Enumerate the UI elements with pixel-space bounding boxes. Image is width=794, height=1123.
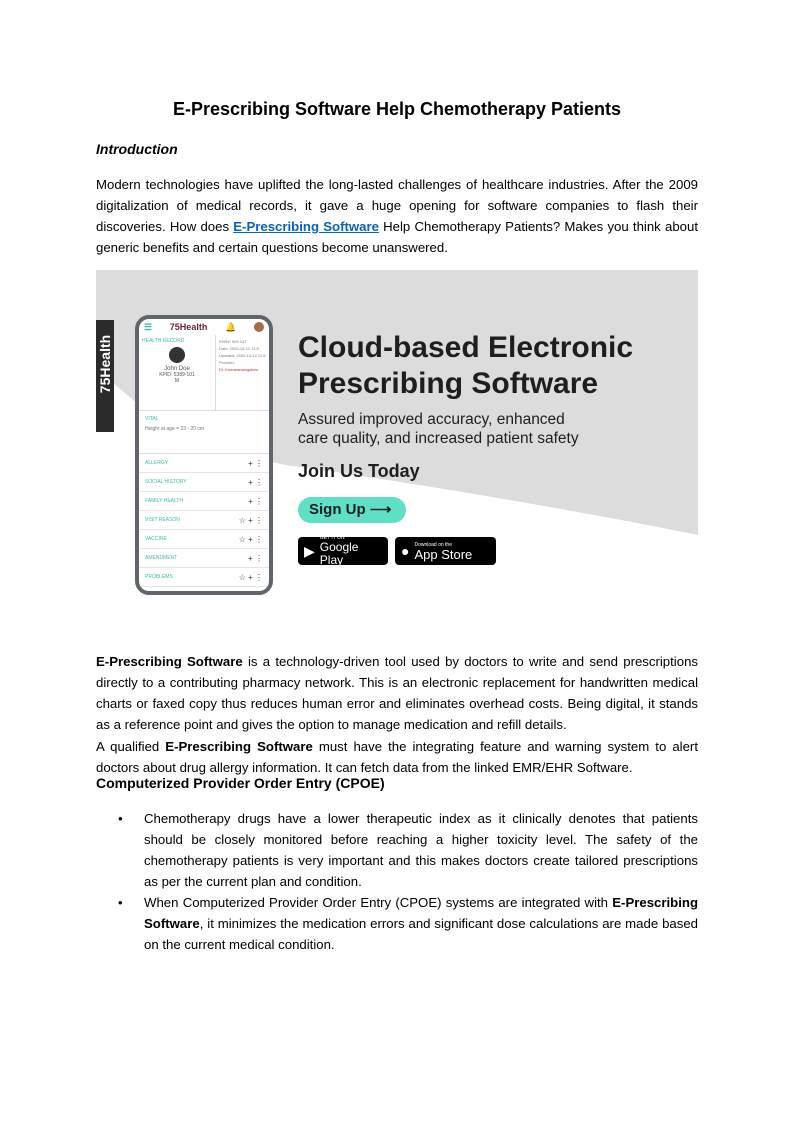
value: 509 147: [231, 339, 247, 344]
value: 2020-10-12 11:5: [229, 346, 259, 351]
patient-gender: M: [174, 378, 180, 384]
text: is a technology-driven tool used by doctors to write and send prescriptions directly to a contributing pharmacy network. This is an electronic replacement for handwritten medical charts or faxed copy thus reduces human error and eliminates overhead costs. Being digital, it stands as a reference point and gives the option to manage medication and refill details.: [96, 654, 698, 732]
value: 2020-10-12 11:5: [236, 353, 266, 358]
plus-icon: + ⋮: [248, 553, 263, 563]
intro-paragraph: [96, 174, 698, 258]
star-plus-icon: ☆ + ⋮: [238, 572, 263, 582]
brand-text: 75Health: [97, 334, 113, 394]
apple-icon: ●: [401, 543, 410, 559]
text: must have the integrating feature and warning system to alert doctors about drug allergy information. It can fetch data from the linked EMR/EHR Software.: [96, 739, 698, 775]
paragraph-qualified: [96, 736, 698, 778]
row-label: ALLERGY: [145, 460, 169, 466]
store-small: GET IT ON: [319, 535, 345, 541]
list-item: • Chemotherapy drugs have a lower therapeutic index as it clinically denotes that patients should be closely monitored before reaching a higher toxicity level. The safety of the chemotherapy patients is very important and this makes doctors create tailored prescriptions as per the current plan and condition.: [96, 808, 698, 892]
phone-row: [139, 549, 269, 568]
star-plus-icon: ☆ + ⋮: [238, 515, 263, 525]
e-prescribing-link[interactable]: E-Prescribing Software: [233, 219, 379, 234]
play-icon: ▶: [304, 542, 315, 559]
label: EHR#:: [219, 339, 231, 344]
banner-subtitle: [298, 410, 579, 448]
patient-photo: [169, 347, 185, 363]
subtitle-line: care quality, and increased patient safety: [298, 430, 579, 447]
cpoe-heading: Computerized Provider Order Entry (CPOE): [96, 775, 385, 791]
phone-row: [139, 568, 269, 587]
banner-headline: [298, 330, 633, 402]
value: Dr. Kumaramangalam: [219, 367, 258, 372]
label: Updated:: [219, 353, 236, 358]
label: Date:: [219, 346, 229, 351]
subtitle-line: Assured improved accuracy, enhanced: [298, 411, 565, 428]
row-label: FAMILY HEALTH: [145, 498, 184, 504]
join-text: Join Us Today: [298, 461, 420, 481]
paragraph-definition: [96, 651, 698, 735]
store-small: Download on the: [414, 541, 452, 548]
brand-logo-vertical: [96, 320, 114, 432]
cpoe-list: [96, 808, 698, 955]
intro-heading: Introduction: [96, 141, 178, 157]
row-label: VACCINE: [145, 536, 167, 542]
phone-row: [139, 511, 269, 530]
phone-mockup: [135, 315, 273, 595]
row-label: AMENDMENT: [145, 555, 178, 561]
list-item: [96, 892, 698, 955]
phone-row: [139, 530, 269, 549]
phone-row: [139, 473, 269, 492]
patient-id: KPID: 5389-101: [159, 372, 195, 378]
label: Provider:: [219, 360, 236, 365]
promo-banner: [96, 270, 698, 640]
google-play-button[interactable]: [298, 537, 388, 565]
headline-line: Prescribing Software: [298, 367, 599, 400]
phone-row: [139, 492, 269, 511]
text: Help Chemotherapy Patients? Makes you think about generic benefits and certain questions become unanswered.: [96, 219, 698, 255]
vital-label: VITAL: [145, 416, 159, 422]
phone-row: [139, 454, 269, 473]
text: , it minimizes the medication errors and significant dose calculations are made based on the current medical condition.: [144, 916, 698, 952]
vital-value: Height at age = 23 - 20 cm: [145, 426, 205, 432]
patient-name: John Doe: [164, 366, 190, 372]
text: When Computerized Provider Order Entry (CPOE) systems are integrated with: [144, 895, 613, 910]
bold-term: E-Prescribing Software: [96, 654, 243, 669]
app-brand: 75Health: [169, 322, 208, 332]
star-plus-icon: ☆ + ⋮: [238, 534, 263, 544]
row-label: SOCIAL HISTORY: [145, 479, 187, 485]
plus-icon: + ⋮: [248, 458, 263, 468]
bold-term: E-Prescribing Software: [165, 739, 313, 754]
row-label: PROBLEMS: [145, 574, 173, 580]
bell-icon: 🔔: [225, 321, 237, 332]
plus-icon: + ⋮: [248, 496, 263, 506]
record-label: HEALTH RECORD: [142, 338, 185, 344]
plus-icon: + ⋮: [248, 477, 263, 487]
headline-line: Cloud-based Electronic: [298, 331, 634, 364]
store-big: App Store: [414, 546, 473, 562]
bold-term: E-Prescribing Software: [144, 895, 698, 931]
avatar: [254, 322, 264, 332]
sign-up-button[interactable]: Sign Up ⟶: [298, 497, 406, 523]
text: Modern technologies have uplifted the long-lasted challenges of healthcare industries. After the 2009 digitalization of medical records, it gave a huge opening for software companies to flash their discoveries. How does: [96, 177, 698, 234]
row-label: VISIT REASON: [145, 517, 180, 523]
page-title: E-Prescribing Software Help Chemotherapy Patients: [172, 99, 622, 119]
store-big: Google Play: [319, 540, 359, 567]
text: A qualified: [96, 739, 166, 754]
menu-icon: ☰: [144, 321, 153, 332]
app-store-button[interactable]: [395, 537, 496, 565]
